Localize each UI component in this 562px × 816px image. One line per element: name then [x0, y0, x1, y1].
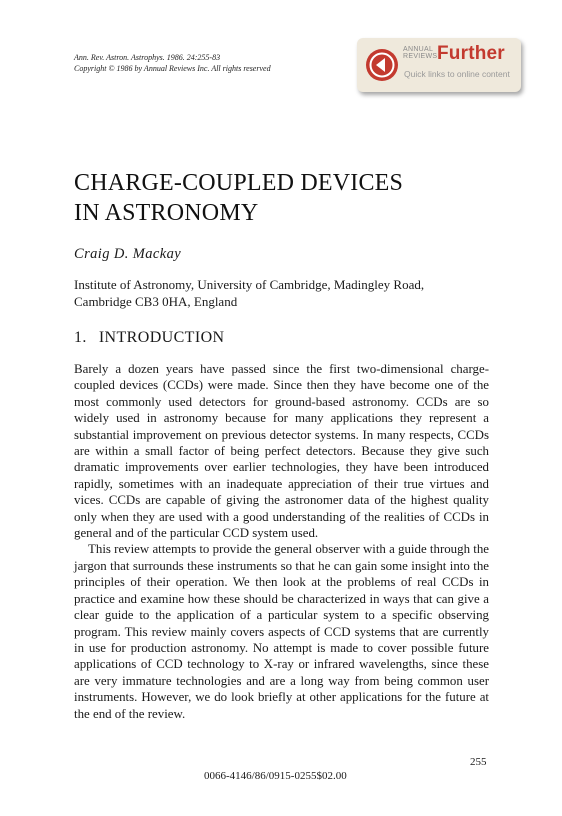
further-label: Further — [437, 43, 505, 64]
quick-links-label: Quick links to online content — [404, 69, 510, 79]
body-text — [74, 361, 489, 722]
author-affiliation — [74, 276, 494, 310]
paragraph-2: This review attempts to provide the general observer with a guide through the jargon that surrounds these instruments so that he can gain some insight into the principles of their operation. We then look at the problems of real CCDs in practice and examine how these should be characterized in ways that can give a clear guide to the application of a particular system to a specific observing program. This review mainly covers aspects of CCD systems that are currently in use for production astronomy. No attempt is made to cover possible future applications of CCD technology to X-ray or infrared wavelengths, since these are very immature technologies and are a long way from being common user instruments. However, we do look briefly at other applications for the future at the end of the review. — [74, 542, 489, 721]
article-code: 0066-4146/86/0915-0255$02.00 — [204, 770, 347, 782]
section-heading — [74, 329, 225, 347]
annual-label: ANNUAL — [403, 46, 434, 53]
article-title — [74, 168, 494, 228]
paragraph-1: Barely a dozen years have passed since the first two-dimensional charge-coupled devices (CCDs) were made. Since then they have become one of the most commonly used detectors for ground-based astronomy. CCDs are so widely used in astronomy because for many applications they represent a substantial improvement on previous detector systems. In many respects, CCDs are within a small factor of being perfect detectors. Because they give such dramatic improvements over earlier technologies, they have been introduced rapidly, sometimes with an inadequate appreciation of their true virtues and vices. CCDs are capable of giving the astronomer data of the highest quality only when they are used with a good understanding of the realities of CCDs in general and of the particular CCD system used. — [74, 362, 489, 541]
journal-citation: Ann. Rev. Astron. Astrophys. 1986. 24:255-83 — [74, 53, 221, 62]
section-title: INTRODUCTION — [98, 329, 225, 346]
affiliation-line-1: Institute of Astronomy, University of Cambridge, Madingley Road, — [74, 277, 425, 292]
annual-reviews-label — [403, 46, 437, 60]
journal-reference — [74, 52, 271, 74]
page-number: 255 — [470, 756, 487, 768]
title-line-1: CHARGE-COUPLED DEVICES — [74, 170, 404, 196]
author-name: Craig D. Mackay — [74, 246, 182, 262]
affiliation-line-2: Cambridge CB3 0HA, England — [74, 294, 238, 309]
title-line-2: IN ASTRONOMY — [74, 200, 259, 226]
reviews-label: REVIEWS — [403, 53, 438, 60]
copyright-notice: Copyright © 1986 by Annual Reviews Inc. All rights reserved — [74, 64, 271, 73]
further-banner[interactable] — [357, 38, 521, 92]
section-number: 1. — [74, 329, 87, 346]
further-arrow-icon — [365, 48, 399, 82]
